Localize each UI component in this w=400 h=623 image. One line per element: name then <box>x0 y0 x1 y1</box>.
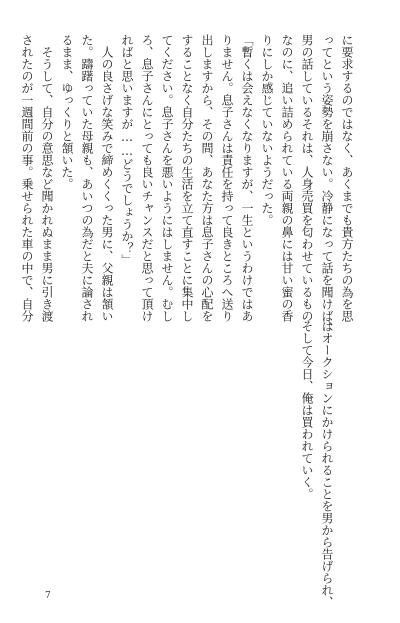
text-line: なのに、追い詰められている両親の鼻には甘い蜜の香 <box>280 34 294 322</box>
text-line: てください。息子さんを悪いようにはしません。むし <box>160 34 174 322</box>
text-block-upper <box>17 34 357 334</box>
text-line: りにしか感じていないようだった。 <box>260 34 274 226</box>
text-line: ってという姿勢を崩さない。冷静になって話を聞けば、 <box>320 34 334 334</box>
text-line: そして今日、俺は買われていく。 <box>300 320 314 500</box>
text-line: るまま、ゆっくりと頷いた。 <box>60 34 74 190</box>
text-line: 出しますから、その間、あなた方は息子さんの心配を <box>200 34 214 322</box>
text-line: そうして、自分の意思など聞かれぬまま男に引き渡 <box>40 34 54 322</box>
text-line: りません。息子さんは責任を持って良きところへ送り <box>220 34 234 322</box>
text-line: ろ、息子さんにとっても良いチャンスだと思って頂け <box>140 34 154 322</box>
text-line: 人の良さげな笑みで締めくくった男に、父親は頷い <box>100 34 114 322</box>
text-line: 「暫くは会えなくなりますが、一生というわけではあ <box>240 34 254 322</box>
text-line: た。躊躇っていた母親も、あいつの為だと夫に論され <box>80 34 94 322</box>
text-line: 男の話しているそれは、人身売買を匂わせているもの <box>300 34 314 322</box>
text-line: することなく自分たちの生活を立て直すことに集中し <box>180 34 194 322</box>
text-line: に要求するのではなく、あくまでも貴方たちの為を思 <box>340 34 354 322</box>
page-number: 7 <box>45 591 51 601</box>
text-line: されたのが一週間前の事。乗せられた車の中で、自分 <box>20 34 34 322</box>
text-line: ればと思いますが……どうでしょうか？」 <box>120 34 134 266</box>
text-block-lower <box>297 320 337 608</box>
text-line: はオークションにかけられることを男から告げられ、 <box>320 320 334 608</box>
